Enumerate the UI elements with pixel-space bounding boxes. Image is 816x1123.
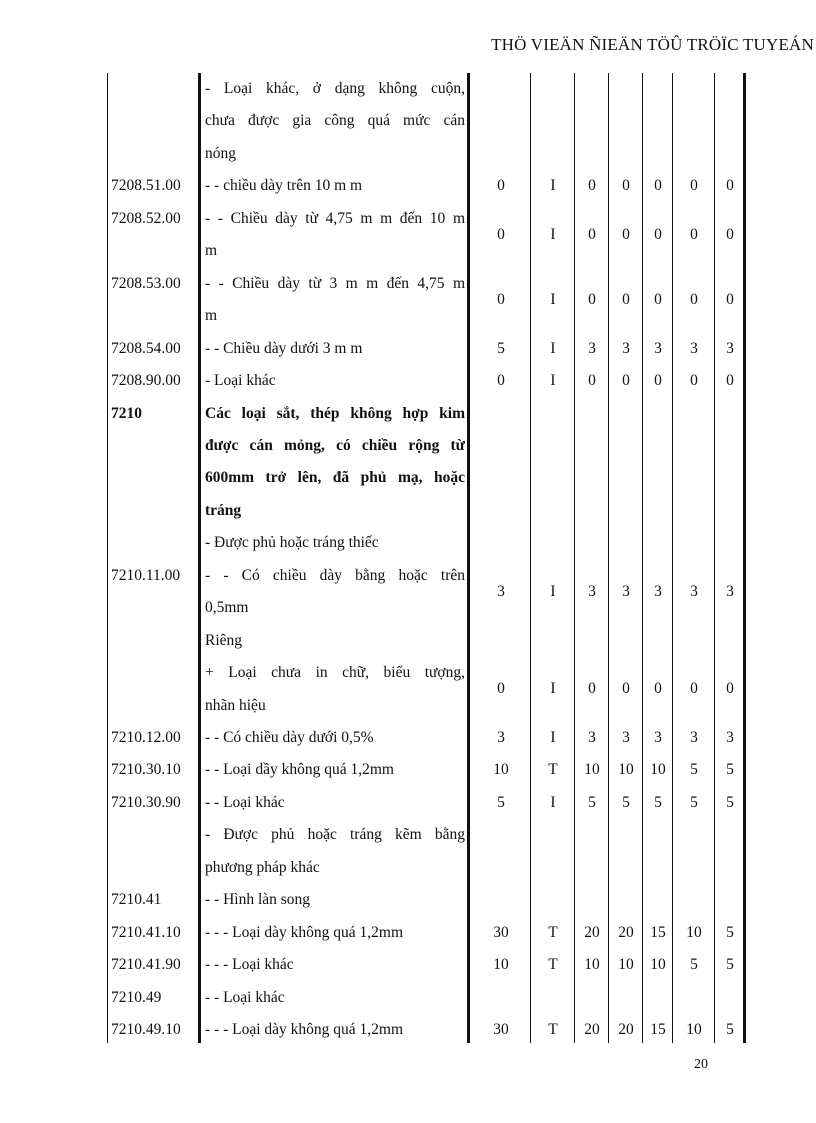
rate-col-4: 20: [618, 1021, 634, 1039]
item-description: - - Hình làn song: [205, 891, 311, 909]
hs-code: 7210.12.00: [111, 729, 181, 746]
item-description: - Được phủ hoặc tráng kẽm bằng: [205, 826, 465, 844]
rate-col-6: 0: [690, 680, 698, 698]
rate-col-1: 30: [493, 923, 509, 941]
rate-col-7: 5: [726, 1021, 734, 1039]
table-row: [0, 495, 816, 527]
hs-code: 7210.41.90: [111, 956, 181, 974]
table-row: [0, 722, 816, 754]
rate-col-6: 10: [686, 1021, 702, 1039]
table-row: [0, 819, 816, 851]
rate-col-6: 0: [690, 290, 698, 308]
rate-col-3: 0: [588, 680, 596, 698]
rate-col-5: 0: [654, 680, 662, 698]
table-row: [0, 73, 816, 105]
rate-col-3: 0: [588, 372, 596, 390]
rate-col-6: 3: [690, 729, 698, 746]
rate-col-5: 3: [654, 339, 662, 357]
item-description: + Loại chưa in chữ, biểu tượng,: [205, 664, 465, 682]
hs-code: 7208.54.00: [111, 339, 181, 357]
hs-code: 7210.30.90: [111, 793, 181, 811]
rate-col-6: 5: [690, 956, 698, 974]
rate-col-5: 15: [650, 923, 666, 941]
item-description: - - - Loại dày không quá 1,2mm: [205, 1021, 404, 1039]
values-7208-52-00: [0, 219, 816, 251]
item-description: phương pháp khác: [205, 858, 320, 876]
rate-col-6: 5: [690, 761, 698, 779]
rate-col-2: I: [550, 680, 556, 698]
rate-col-6: 3: [690, 582, 698, 600]
item-description: - - Chiều dày từ 4,75 m m đến 10 m: [205, 209, 465, 227]
rate-col-7: 5: [726, 761, 734, 779]
rate-col-1: 0: [497, 226, 505, 244]
rate-col-6: 0: [690, 372, 698, 390]
page-number: 20: [694, 1057, 708, 1072]
rate-col-4: 3: [622, 582, 630, 600]
rate-col-2: I: [550, 372, 556, 390]
rate-col-4: 10: [618, 761, 634, 779]
hs-code: 7208.53.00: [111, 274, 181, 292]
rate-col-7: 0: [726, 372, 734, 390]
item-description: - - Loại khác: [205, 793, 285, 811]
rate-col-1: 0: [497, 290, 505, 308]
rate-col-2: I: [550, 226, 556, 244]
rate-col-5: 0: [654, 372, 662, 390]
hs-code: 7210.49: [111, 988, 162, 1006]
item-description: - Loại khác: [205, 372, 276, 390]
rate-col-4: 3: [622, 729, 630, 746]
hs-code: 7208.51.00: [111, 177, 181, 195]
hs-code: 7210.41: [111, 891, 162, 909]
rate-col-3: 20: [584, 1021, 600, 1039]
rate-col-3: 10: [584, 956, 600, 974]
hs-code: 7210.41.10: [111, 923, 181, 941]
item-description: Riêng: [205, 631, 243, 649]
rate-col-2: I: [550, 177, 556, 195]
rate-col-7: 5: [726, 793, 734, 811]
rate-col-7: 5: [726, 923, 734, 941]
item-description: m: [205, 307, 218, 325]
rate-col-3: 0: [588, 177, 596, 195]
item-description: - - Có chiều dày dưới 0,5%: [205, 729, 374, 746]
rate-col-7: 3: [726, 339, 734, 357]
rate-col-2: I: [550, 793, 556, 811]
item-description: 0,5mm: [205, 599, 249, 617]
item-description: nóng: [205, 144, 236, 162]
item-description: nhãn hiệu: [205, 696, 266, 714]
values-7208-53-00: [0, 284, 816, 316]
item-description: tráng: [205, 501, 242, 519]
table-row: [0, 787, 816, 819]
rate-col-7: 3: [726, 582, 734, 600]
rate-col-4: 3: [622, 339, 630, 357]
table-row: [0, 527, 816, 559]
table-row: [0, 982, 816, 1014]
rate-col-3: 10: [584, 761, 600, 779]
rate-col-4: 20: [618, 923, 634, 941]
rate-col-1: 3: [497, 729, 505, 746]
table-row: [0, 365, 816, 397]
rate-col-1: 30: [493, 1021, 509, 1039]
hs-code: 7210.49.10: [111, 1021, 181, 1039]
item-description: - - - Loại dày không quá 1,2mm: [205, 923, 404, 941]
item-description: - - chiều dày trên 10 m m: [205, 177, 363, 195]
rate-col-5: 5: [654, 793, 662, 811]
rate-col-2: T: [548, 1021, 558, 1039]
table-row: [0, 1014, 816, 1046]
item-description: - Loại khác, ở dạng không cuộn,: [205, 80, 465, 97]
rate-col-1: 5: [497, 793, 505, 811]
rate-col-5: 10: [650, 761, 666, 779]
item-description: - Được phủ hoặc tráng thiếc: [205, 534, 379, 552]
item-description: - - Có chiều dày bằng hoặc trên: [205, 566, 465, 584]
rate-col-6: 5: [690, 793, 698, 811]
rate-col-7: 0: [726, 226, 734, 244]
table-row: [0, 625, 816, 657]
rate-col-3: 20: [584, 923, 600, 941]
rate-col-7: 0: [726, 290, 734, 308]
rate-col-4: 0: [622, 177, 630, 195]
rate-col-4: 0: [622, 372, 630, 390]
hs-code: 7208.90.00: [111, 372, 181, 390]
rate-col-1: 0: [497, 680, 505, 698]
rate-col-5: 0: [654, 177, 662, 195]
item-description: chưa được gia công quá mức cán: [205, 112, 465, 130]
hs-code: 7208.52.00: [111, 209, 181, 227]
rate-col-5: 3: [654, 582, 662, 600]
item-description: Các loại sắt, thép không hợp kim: [205, 404, 465, 422]
item-description: được cán mỏng, có chiều rộng từ: [205, 436, 465, 454]
rate-col-4: 0: [622, 680, 630, 698]
hs-code: 7210.30.10: [111, 761, 181, 779]
rate-col-7: 3: [726, 729, 734, 746]
rate-col-6: 3: [690, 339, 698, 357]
item-description: 600mm trở lên, đã phủ mạ, hoặc: [205, 469, 465, 487]
hs-code: 7210: [111, 404, 142, 422]
table-row: [0, 754, 816, 786]
rate-col-4: 10: [618, 956, 634, 974]
item-description: - - - Loại khác: [205, 956, 294, 974]
rate-col-4: 0: [622, 290, 630, 308]
site-header: THÖ VIEÄN ÑIEÄN TÖÛ TRÖÏC TUYEÁN: [491, 35, 814, 54]
rate-col-2: I: [550, 582, 556, 600]
rate-col-7: 5: [726, 956, 734, 974]
rate-col-1: 5: [497, 339, 505, 357]
rate-col-5: 3: [654, 729, 662, 746]
rate-col-3: 3: [588, 729, 596, 746]
item-description: - - Chiều dày dưới 3 m m: [205, 339, 363, 357]
rate-col-5: 0: [654, 226, 662, 244]
values-rieng-chua-in: [0, 673, 816, 705]
table-row: [0, 138, 816, 170]
rate-col-6: 10: [686, 923, 702, 941]
rate-col-2: I: [550, 290, 556, 308]
table-row: [0, 430, 816, 462]
item-description: - - Loại dầy không quá 1,2mm: [205, 761, 394, 779]
table-row: [0, 917, 816, 949]
rate-col-7: 0: [726, 177, 734, 195]
rate-col-3: 3: [588, 339, 596, 357]
item-description: - - Chiều dày từ 3 m m đến 4,75 m: [205, 274, 465, 292]
rate-col-5: 0: [654, 290, 662, 308]
hs-code: 7210.11.00: [111, 566, 181, 584]
rate-col-5: 10: [650, 956, 666, 974]
rate-col-3: 3: [588, 582, 596, 600]
rate-col-4: 5: [622, 793, 630, 811]
rate-col-1: 0: [497, 177, 505, 195]
table-row: [0, 170, 816, 202]
rate-col-6: 0: [690, 177, 698, 195]
item-description: m: [205, 242, 218, 260]
rate-col-7: 0: [726, 680, 734, 698]
table-row: [0, 949, 816, 981]
rate-col-3: 0: [588, 290, 596, 308]
table-row: [0, 398, 816, 430]
rate-col-1: 10: [493, 761, 509, 779]
table-row: [0, 333, 816, 365]
rate-col-2: T: [548, 761, 558, 779]
table-row: [0, 852, 816, 884]
rate-col-4: 0: [622, 226, 630, 244]
rate-col-2: I: [550, 339, 556, 357]
rate-col-1: 0: [497, 372, 505, 390]
rate-col-3: 0: [588, 226, 596, 244]
table-row: [0, 462, 816, 494]
rate-col-3: 5: [588, 793, 596, 811]
rate-col-5: 15: [650, 1021, 666, 1039]
rate-col-2: T: [548, 923, 558, 941]
table-row: [0, 884, 816, 916]
rate-col-6: 0: [690, 226, 698, 244]
table-row: [0, 105, 816, 137]
rate-col-1: 3: [497, 582, 505, 600]
rate-col-1: 10: [493, 956, 509, 974]
values-7210-11-00: [0, 576, 816, 608]
item-description: - - Loại khác: [205, 988, 285, 1006]
rate-col-2: T: [548, 956, 558, 974]
rate-col-2: I: [550, 729, 556, 746]
